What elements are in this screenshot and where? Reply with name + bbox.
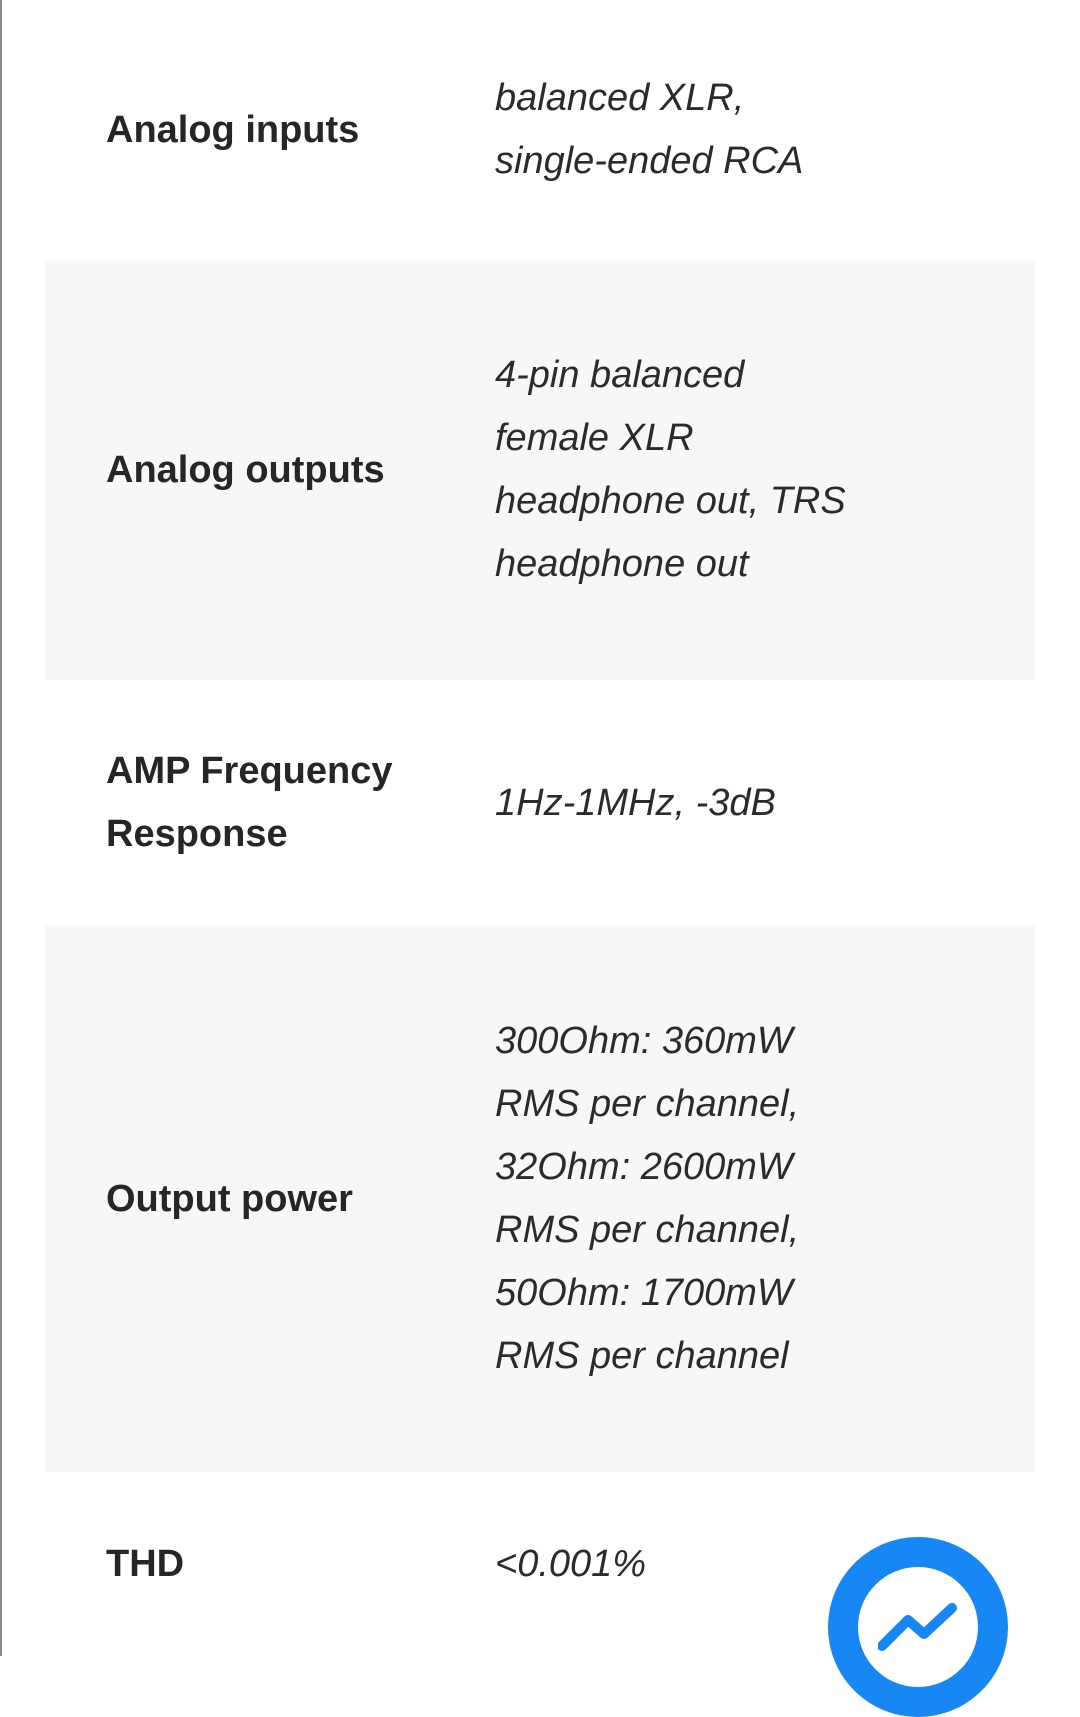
spec-row-analog-inputs <box>45 0 1035 260</box>
spec-value-line: 50Ohm: 1700mW <box>495 1272 793 1314</box>
spec-row-amp-frequency-response <box>45 680 1035 926</box>
spec-value-line: <0.001% <box>495 1542 647 1585</box>
spec-value-line: RMS per channel, <box>495 1209 800 1251</box>
spec-value-line: 1Hz-1MHz, -3dB <box>495 781 776 824</box>
spec-value-line: headphone out <box>495 543 749 585</box>
messenger-badge <box>858 1567 978 1687</box>
spec-value-line: headphone out, TRS <box>495 480 846 522</box>
page-left-border <box>0 0 2 1656</box>
spec-value <box>495 67 1035 193</box>
spec-label-line: AMP Frequency <box>106 750 393 792</box>
spec-value <box>495 772 1035 835</box>
messenger-icon <box>878 1602 958 1652</box>
spec-label: Analog outputs <box>106 448 385 491</box>
spec-value-line: 32Ohm: 2600mW <box>495 1146 793 1188</box>
spec-value <box>495 344 1035 596</box>
spec-label: Output power <box>106 1177 353 1220</box>
spec-value-line: 4-pin balanced <box>495 354 745 396</box>
spec-row-output-power <box>45 926 1035 1472</box>
spec-label <box>45 740 495 866</box>
spec-value-line: single-ended RCA <box>495 140 804 182</box>
spec-value-line: RMS per channel <box>495 1335 789 1377</box>
spec-value-line: RMS per channel, <box>495 1083 800 1125</box>
messenger-chat-button[interactable] <box>828 1537 1008 1717</box>
spec-label-line: Response <box>106 813 288 855</box>
spec-row-analog-outputs <box>45 260 1035 680</box>
spec-label: Analog inputs <box>106 108 360 151</box>
spec-label: THD <box>106 1542 185 1585</box>
specifications-table <box>45 0 1035 1656</box>
spec-value-line: balanced XLR, <box>495 77 745 119</box>
spec-value <box>495 1010 1035 1388</box>
spec-value-line: 300Ohm: 360mW <box>495 1020 793 1062</box>
spec-value-line: female XLR <box>495 417 694 459</box>
